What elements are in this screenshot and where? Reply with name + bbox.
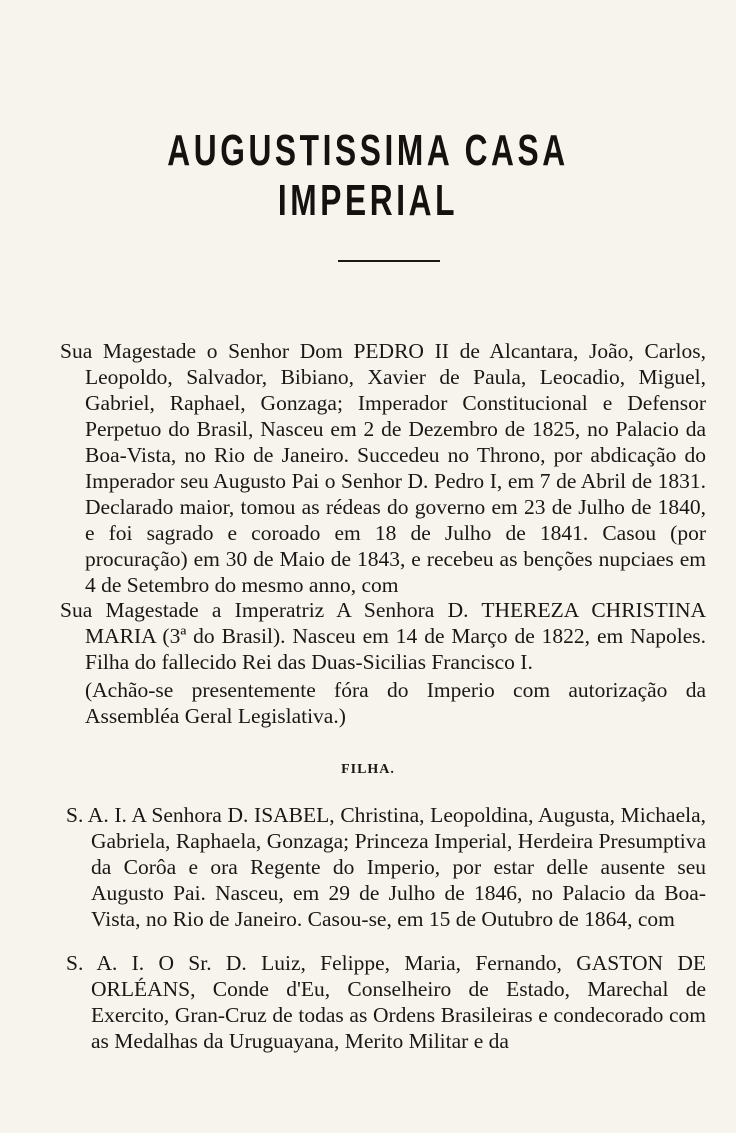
paragraph-princess: S. A. I. A Senhora D. ISABEL, Christina, Leopoldina, Augusta, Michaela, Gabriela, Raphaela, Gonzaga; Princeza Imperial, Herdeira Presumptiva da Corôa e ora Regente do Imperio, por estar delle ausente seu Augusto Pai. Nasceu, em 29 de Julho de 1846, no Palacio da Boa-Vista, no Rio de Janeiro. Casou-se, em 15 de Outubro de 1864, com	[66, 803, 706, 931]
page-title: AUGUSTISSIMA CASA IMPERIAL	[167, 126, 569, 225]
paragraph-empress: Sua Magestade a Imperatriz A Senhora D. THEREZA CHRISTINA MARIA (3ª do Brasil). Nasceu em 14 de Março de 1822, em Napoles. Filha do fallecido Rei das Duas-Sicilias Francisco I.	[60, 598, 706, 674]
paragraph-emperor: Sua Magestade o Senhor Dom PEDRO II de Alcantara, João, Carlos, Leopoldo, Salvador, Bibiano, Xavier de Paula, Leocadio, Miguel, Gabriel, Raphael, Gonzaga; Imperador Constitucional e Defensor Perpetuo do Brasil, Nasceu em 2 de Dezembro de 1825, no Palacio da Boa-Vista, no Rio de Janeiro. Succedeu no Throno, por abdicação do Imperador seu Augusto Pai o Senhor D. Pedro I, em 7 de Abril de 1831. Declarado maior, tomou as rédeas do governo em 23 de Julho de 1840, e foi sagrado e coroado em 18 de Julho de 1841. Casou (por procuração) em 30 de Maio de 1843, e recebeu as benções nupciaes em 4 de Setembro do mesmo anno, com	[60, 339, 706, 597]
title-divider	[338, 260, 440, 262]
section-heading-filha: FILHA.	[341, 762, 395, 777]
paragraph-consort: S. A. I. O Sr. D. Luiz, Felippe, Maria, Fernando, GASTON DE ORLÉANS, Conde d'Eu, Conselheiro de Estado, Marechal de Exercito, Gran-Cruz de todas as Ordens Brasileiras e condecorado com as Medalhas da Uruguayana, Merito Militar e da	[66, 951, 706, 1053]
paragraph-note: (Achão-se presentemente fóra do Imperio com autorização da Assembléa Geral Legislativa.)	[85, 678, 706, 728]
